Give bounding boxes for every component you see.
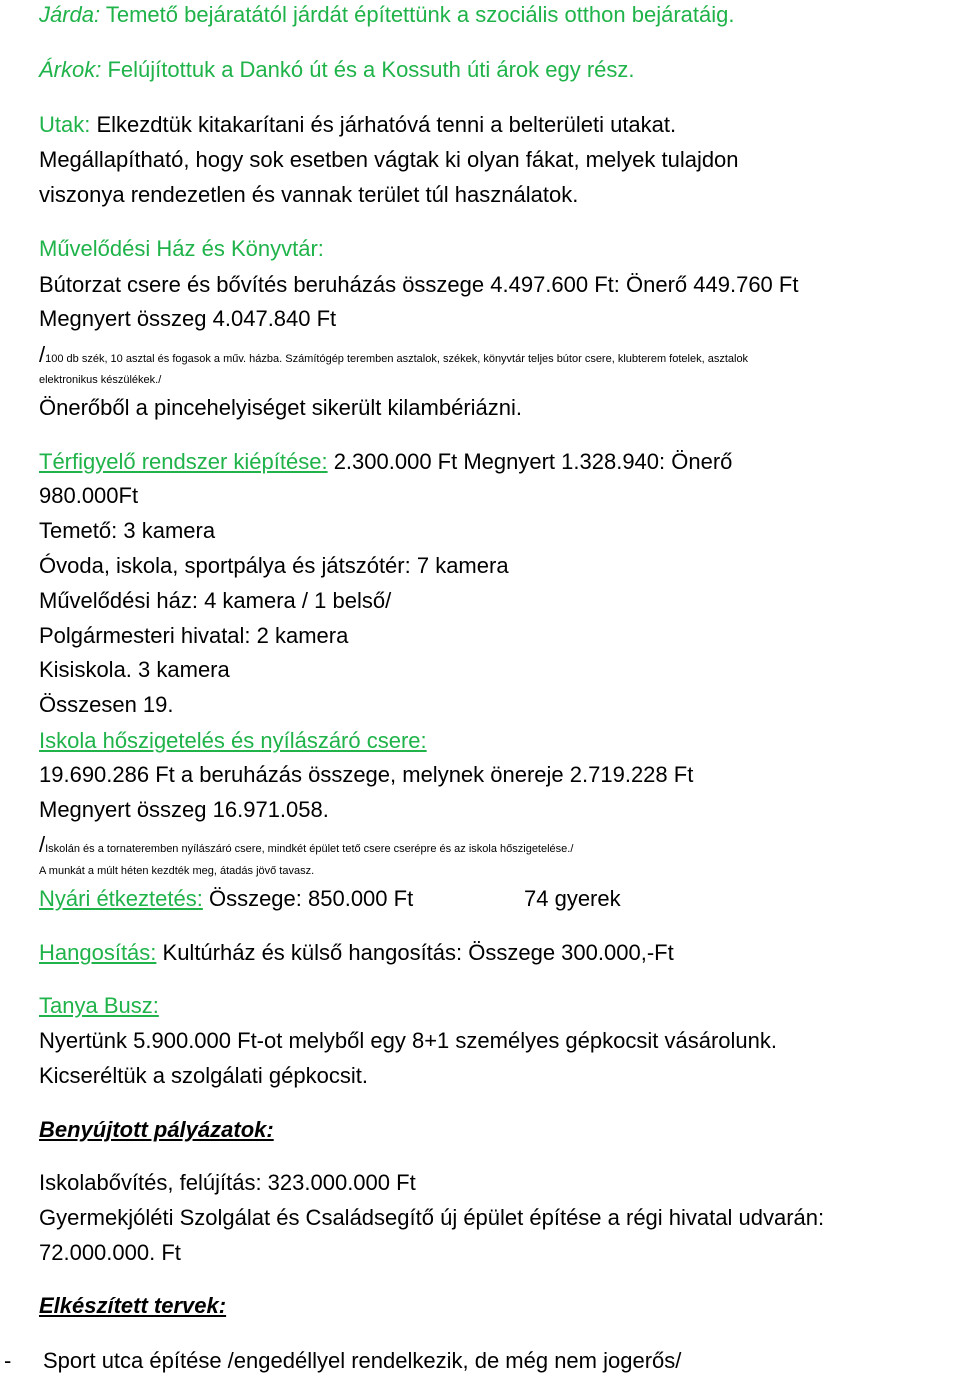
iskola-line2: Megnyert összeg 16.971.058. (39, 797, 329, 822)
muvhaz-slash: / (39, 342, 46, 367)
terfigyelo-line2: 980.000Ft (39, 483, 139, 508)
benyujtott-line2: Gyermekjóléti Szolgálat és Családsegítő új épület építése a régi hivatal udvarán: (39, 1205, 825, 1230)
utak-label: Utak: (39, 112, 91, 137)
tanya-title: Tanya Busz: (39, 993, 159, 1018)
elkeszitett-title: Elkészített tervek: (39, 1293, 227, 1318)
nyari-label: Nyári étkeztetés: (39, 886, 203, 911)
jarda-line (39, 0, 734, 30)
terfigyelo-label: Térfigyelő rendszer kiépítése: (39, 449, 328, 474)
terfigyelo-total: Összesen 19. (39, 692, 174, 717)
terfigyelo-text: 2.300.000 Ft Megnyert 1.328.940: Önerő (327, 449, 733, 474)
tanya-line2: Kicseréltük a szolgálati gépkocsit. (39, 1063, 368, 1088)
muvhaz-title: Művelődési Ház és Könyvtár: (39, 236, 324, 261)
muvhaz-note2: elektronikus készülékek./ (39, 374, 162, 386)
hangositas-line (39, 938, 674, 968)
benyujtott-line1: Iskolabővítés, felújítás: 323.000.000 Ft (39, 1170, 416, 1195)
nyari-text: Összege: 850.000 Ft (202, 886, 414, 911)
hangositas-text: Kultúrház és külső hangosítás: Összege 300.000,-Ft (156, 940, 674, 965)
terfigyelo-item: Óvoda, iskola, sportpálya és játszótér: 7 kamera (39, 553, 509, 578)
iskola-title: Iskola hőszigetelés és nyílászáró csere: (39, 728, 427, 753)
muvhaz-line1: Bútorzat csere és bővítés beruházás összege 4.497.600 Ft: Önerő 449.760 Ft (39, 272, 799, 297)
hangositas-label: Hangosítás: (39, 940, 157, 965)
utak-line2: Megállapítható, hogy sok esetben vágtak ki olyan fákat, melyek tulajdon (39, 147, 739, 172)
nyari-line (39, 884, 413, 914)
terfigyelo-item: Művelődési ház: 4 kamera / 1 belső/ (39, 588, 392, 613)
muvhaz-note-line1 (39, 340, 748, 370)
muvhaz-note1: 100 db szék, 10 asztal és fogasok a műv. házba. Számítógép teremben asztalok, székek, könyvtár teljes bútor csere, klubterem fotelek, asztalok (45, 353, 749, 365)
bullet-dash: - (4, 1348, 12, 1373)
iskola-line1: 19.690.286 Ft a beruházás összege, melynek önereje 2.719.228 Ft (39, 762, 694, 787)
iskola-note2: A munkát a múlt héten kezdték meg, átadás jövő tavasz. (39, 865, 315, 877)
terfigyelo-line (39, 447, 732, 477)
iskola-slash: / (39, 832, 46, 857)
terfigyelo-item: Temető: 3 kamera (39, 518, 216, 543)
muvhaz-line3: Önerőből a pincehelyiséget sikerült kilambériázni. (39, 395, 523, 420)
utak-line1 (39, 110, 676, 140)
utak-text: Elkezdtük kitakarítani és járhatóvá tenni a belterületi utakat. (90, 112, 677, 137)
arkok-text: Felújítottuk a Dankó út és a Kossuth úti árok egy rész. (101, 57, 635, 82)
benyujtott-line3: 72.000.000. Ft (39, 1240, 181, 1265)
terfigyelo-item: Polgármesteri hivatal: 2 kamera (39, 623, 349, 648)
nyari-count: 74 gyerek (524, 886, 621, 911)
jarda-label: Járda: (39, 2, 101, 27)
elkeszitett-item: Sport utca építése /engedéllyel rendelkezik, de még nem jogerős/ (43, 1348, 682, 1373)
utak-line3: viszonya rendezetlen és vannak terület túl használatok. (39, 182, 579, 207)
iskola-note-line1 (39, 830, 573, 860)
iskola-note1: Iskolán és a tornateremben nyílászáró csere, mindkét épület tető csere cserépre és az iskola hőszigetelése./ (45, 843, 574, 855)
tanya-line1: Nyertünk 5.900.000 Ft-ot melyből egy 8+1 személyes gépkocsit vásárolunk. (39, 1028, 777, 1053)
jarda-text: Temető bejáratától járdát építettünk a szociális otthon bejáratáig. (100, 2, 735, 27)
muvhaz-line2: Megnyert összeg 4.047.840 Ft (39, 306, 337, 331)
terfigyelo-item: Kisiskola. 3 kamera (39, 657, 230, 682)
benyujtott-title: Benyújtott pályázatok: (39, 1117, 274, 1142)
arkok-label: Árkok: (39, 57, 102, 82)
arkok-line (39, 55, 635, 85)
